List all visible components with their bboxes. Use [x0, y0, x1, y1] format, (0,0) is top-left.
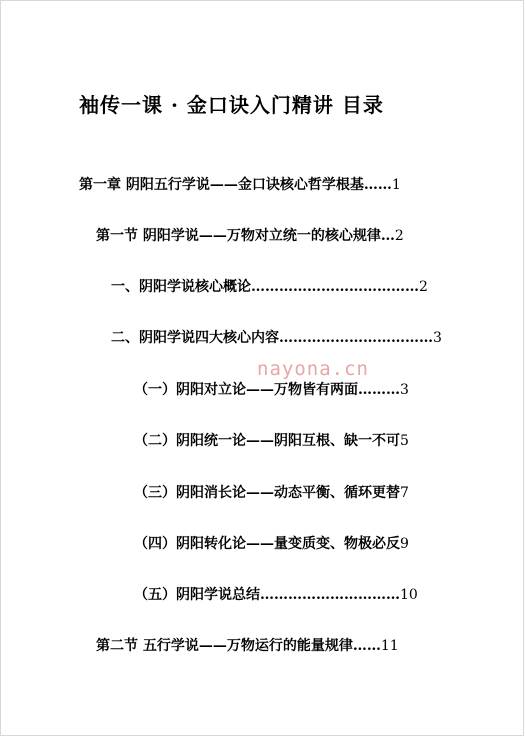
toc-entry-text: （二）阴阳统一论——阴阳互根、缺一不可 [134, 433, 400, 449]
toc-entry-text: （三）阴阳消长论——动态平衡、循环更替 [134, 485, 400, 501]
toc-entry-page: 11 [380, 638, 399, 654]
toc-entry-text: （五）阴阳学说总结………………………… [134, 587, 400, 603]
toc-entry-text: 第一节 阴阳学说——万物对立统一的核心规律… [96, 228, 395, 244]
toc-entry-page: 2 [394, 228, 404, 244]
toc-entry-page: 5 [400, 433, 409, 449]
toc-entry-item-2[interactable] [134, 432, 409, 450]
toc-entry-item-5[interactable] [134, 586, 418, 604]
toc-entry-text: （一）阴阳对立论——万物皆有两面……… [134, 382, 400, 398]
toc-entry-subsection-2[interactable] [111, 329, 442, 347]
toc-entry-text: 二、阴阳学说四大核心内容…………………………… [111, 330, 433, 346]
toc-entry-page: 9 [400, 536, 409, 552]
toc-entry-chapter-1[interactable] [79, 176, 401, 194]
toc-entry-text: （四）阴阳转化论——量变质变、物极必反 [134, 536, 400, 552]
toc-entry-page: 1 [391, 177, 401, 193]
document-title: 袖传一课 · 金口诀入门精讲 目录 [79, 93, 384, 117]
toc-entry-page: 7 [400, 485, 409, 501]
watermark-text: nayona.cn [257, 358, 369, 380]
toc-entry-page: 2 [419, 279, 428, 295]
toc-entry-page: 10 [400, 587, 418, 603]
toc-entry-page: 3 [433, 330, 442, 346]
toc-entry-text: 第一章 阴阳五行学说——金口诀核心哲学根基…… [79, 177, 392, 193]
toc-entry-text: 一、阴阳学说核心概论……………………………… [111, 279, 419, 295]
toc-entry-text: 第二节 五行学说——万物运行的能量规律…… [96, 638, 381, 654]
toc-entry-item-3[interactable] [134, 484, 409, 502]
toc-entry-section-1[interactable] [96, 227, 404, 245]
toc-entry-subsection-1[interactable] [111, 278, 428, 296]
toc-entry-item-4[interactable] [134, 535, 409, 553]
toc-entry-item-1[interactable] [134, 381, 409, 399]
toc-entry-page: 3 [400, 382, 409, 398]
toc-entry-section-2[interactable] [96, 637, 399, 655]
